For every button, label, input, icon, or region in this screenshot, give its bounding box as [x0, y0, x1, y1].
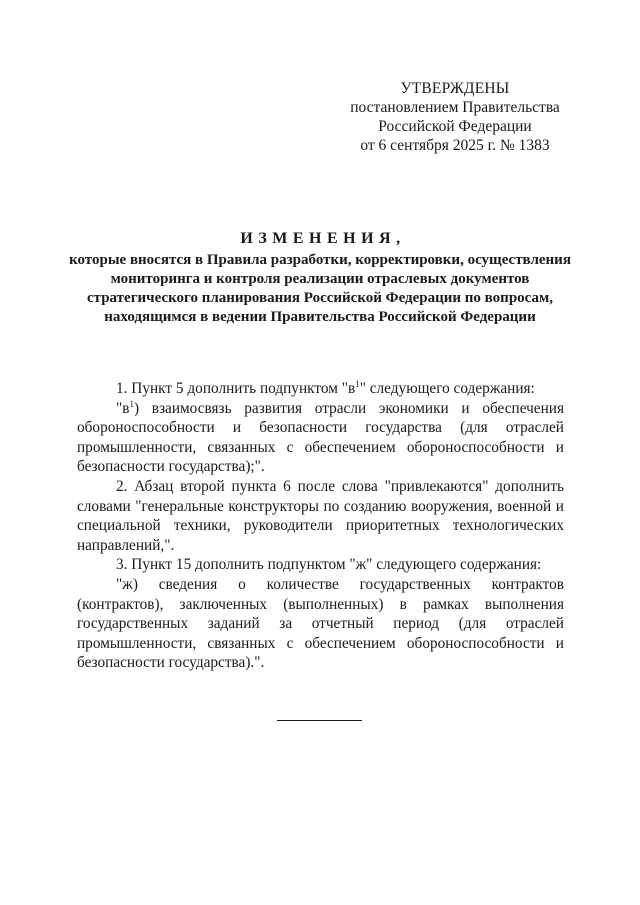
- paragraph-item-3: 3. Пункт 15 дополнить подпунктом "ж" следующего содержания:: [116, 556, 542, 574]
- approval-block: [330, 79, 580, 155]
- approval-line-date: от 6 сентября 2025 г. № 1383: [360, 137, 550, 154]
- paragraph-subitem-zh: "ж) сведения о количестве государственных контрактов (контрактов), заключенных (выполненных) в рамках выполнения государственных заданий за отчетный период (для отраслей промышленности, связанных с обеспечением обороноспособности и безопасности государства).".: [77, 575, 564, 672]
- superscript: 1: [129, 398, 134, 409]
- end-divider: [277, 720, 362, 721]
- document-subtitle: которые вносятся в Правила разработки, корректировки, осуществления мониторинга и контроля реализации отраслевых документов стратегического планирования Российской Федерации по вопросам, находящимся в ведении Правительства Российской Федерации: [69, 252, 571, 325]
- approval-heading: УТВЕРЖДЕНЫ: [400, 80, 510, 97]
- paragraph-subitem-v1: "$в^1$) взаимосвязь развития отрасли экономики и обеспечения обороноспособности и безопасности государства (для отраслей промышленности, связанных с обеспечением обороноспособности и безопасности государства);".: [77, 398, 564, 476]
- paragraph-item-1: 1. Пункт 5 дополнить подпунктом "$в^1$" следующего содержания:: [116, 379, 535, 397]
- paragraph-item-2: 2. Абзац второй пункта 6 после слова "привлекаются" дополнить словами "генеральные конструкторы по созданию вооружения, военной и специальной техники, руководители приоритетных технологических направлений,".: [77, 477, 564, 554]
- approval-line-country: Российской Федерации: [378, 118, 532, 135]
- superscript: 1: [355, 379, 360, 389]
- document-title: ИЗМЕНЕНИЯ,: [240, 230, 406, 247]
- document-title-block: [60, 229, 580, 327]
- document-body: [77, 379, 564, 673]
- approval-line-resolution: постановлением Правительства: [350, 99, 560, 116]
